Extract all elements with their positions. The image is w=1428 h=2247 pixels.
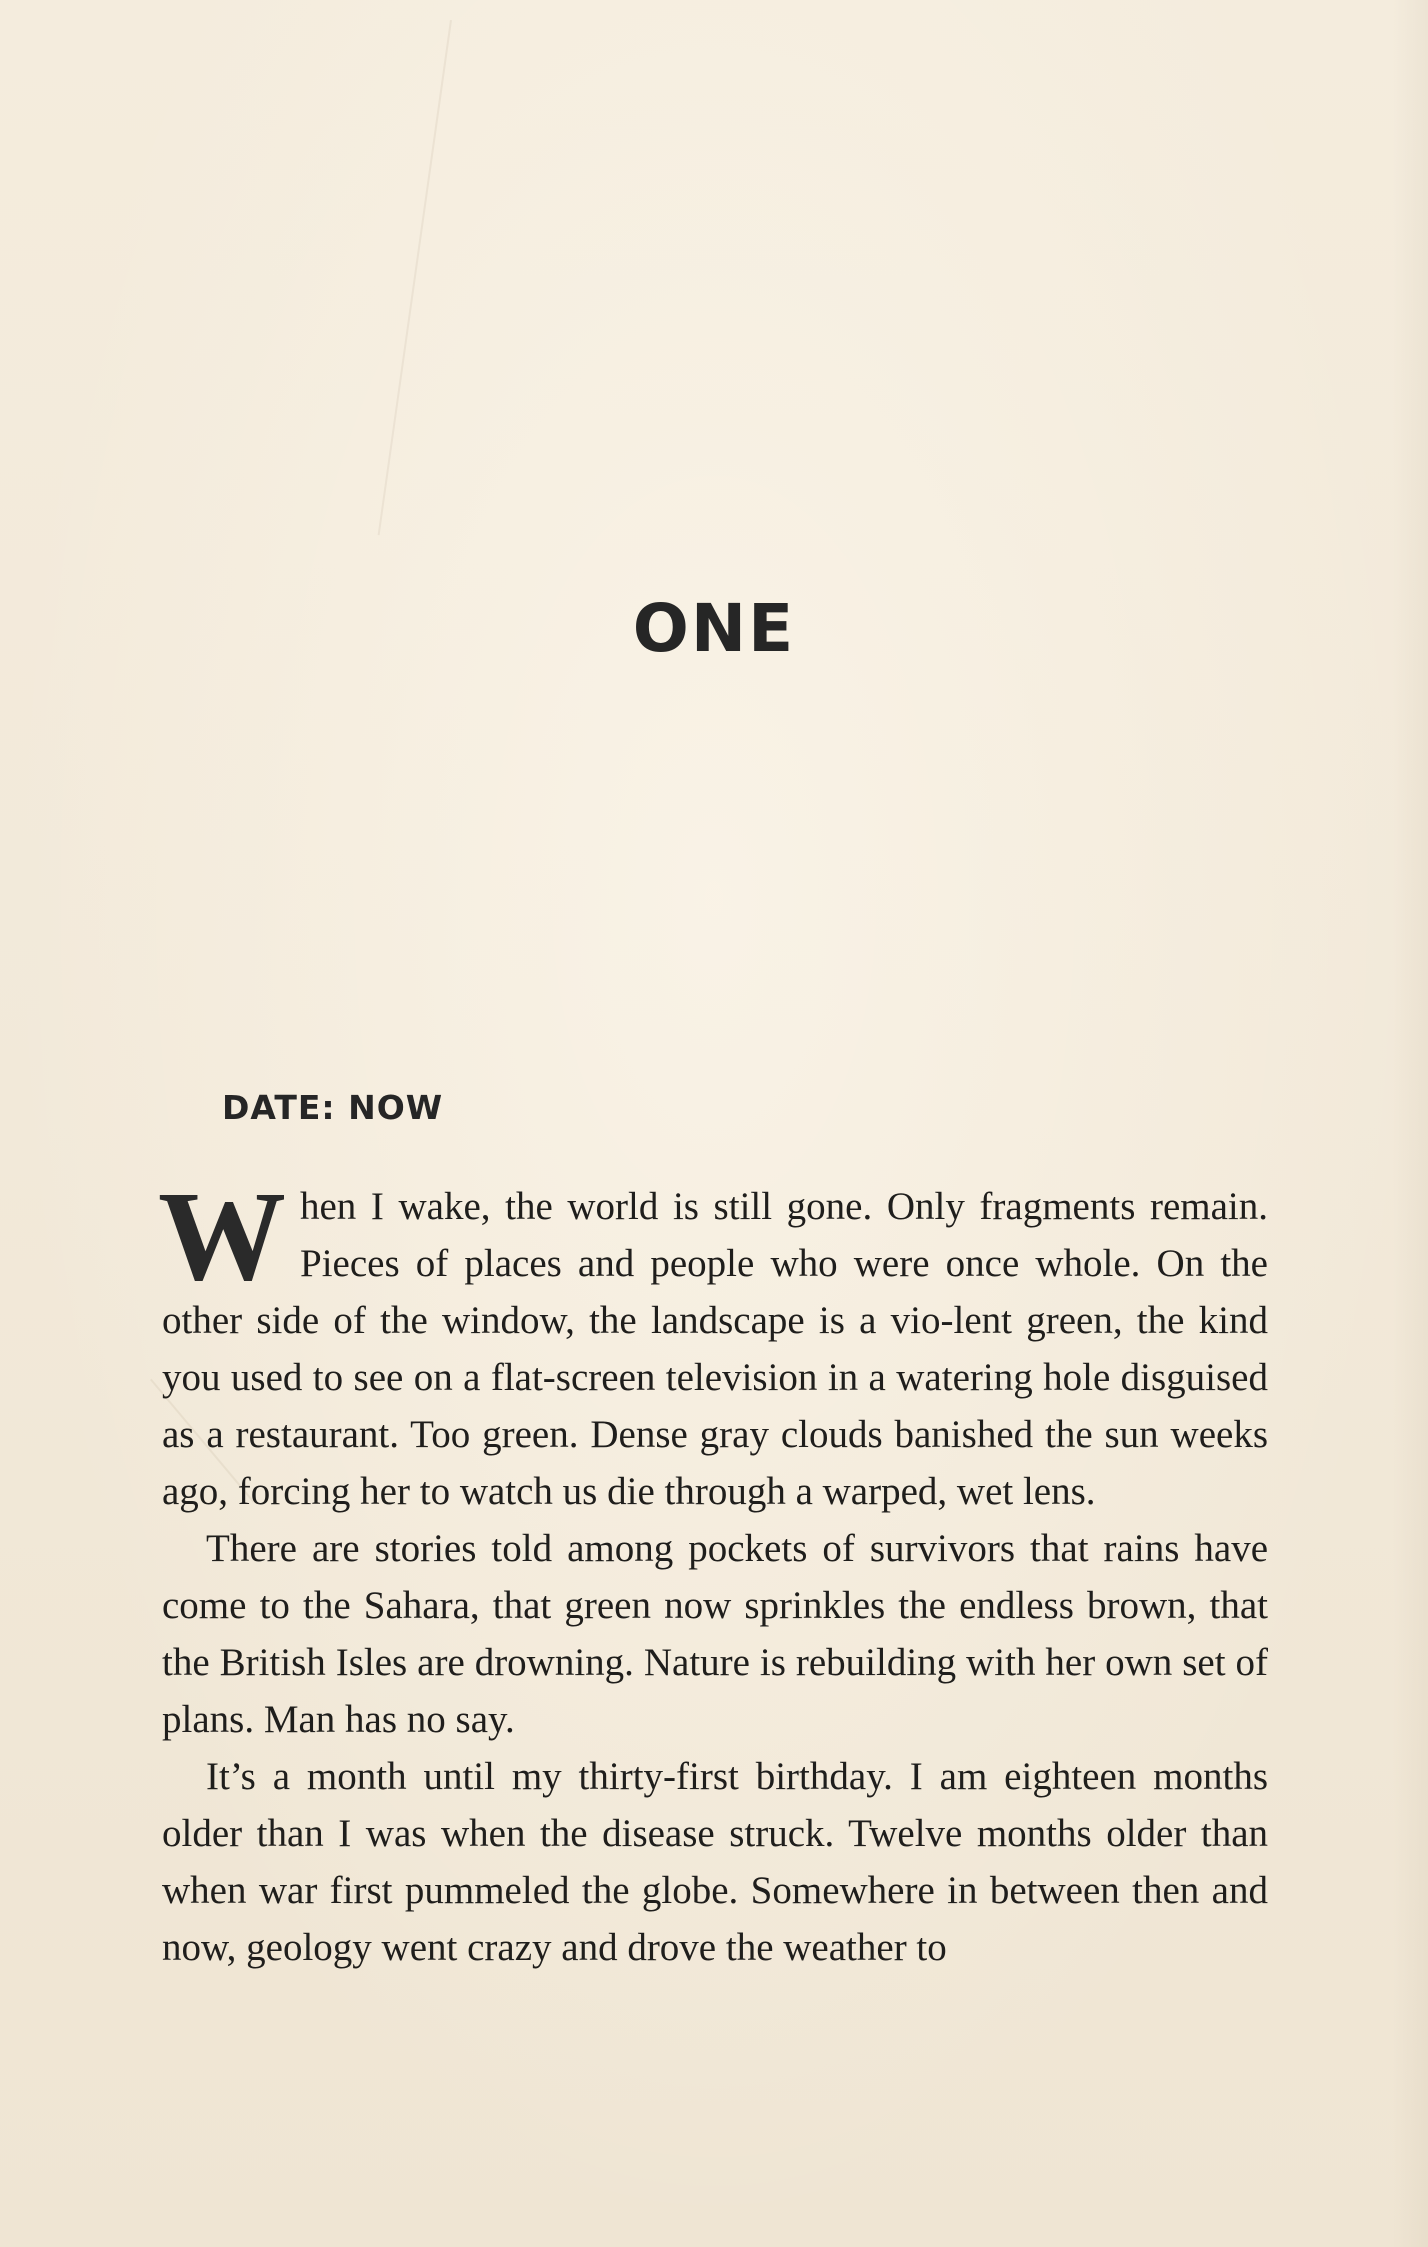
drop-cap: W — [158, 1165, 286, 1307]
paragraph: It’s a month until my thirty-first birthday. I am eighteen months older than I was when the disease struck. Twelve months older than when war first pummeled the globe. Somewhere in between then and now, geology went crazy and drove the weather to — [162, 1755, 1268, 1969]
date-heading: DATE: NOW — [222, 1088, 444, 1127]
paragraph: There are stories told among pockets of survivors that rains have come to the Sahara, that green now sprinkles the endless brown, that the British Isles are drowning. Nature is rebuilding with her own set of plans. Man has no say. — [162, 1527, 1268, 1741]
chapter-title: ONE — [632, 590, 796, 667]
paragraph — [158, 1165, 1268, 1520]
page-edge-shadow — [1392, 0, 1428, 2247]
page-crease — [378, 20, 452, 535]
chapter-body — [158, 1165, 1268, 1976]
paragraph-text: hen I wake, the world is still gone. Only fragments remain. Pieces of places and people who were once whole. On the other side of the window, the landscape is a vio-lent green, the kind you used to see on a flat-screen television in a watering hole disguised as a restaurant. Too green. Dense gray clouds banished the sun weeks ago, forcing her to watch us die through a warped, wet lens. — [162, 1185, 1268, 1513]
